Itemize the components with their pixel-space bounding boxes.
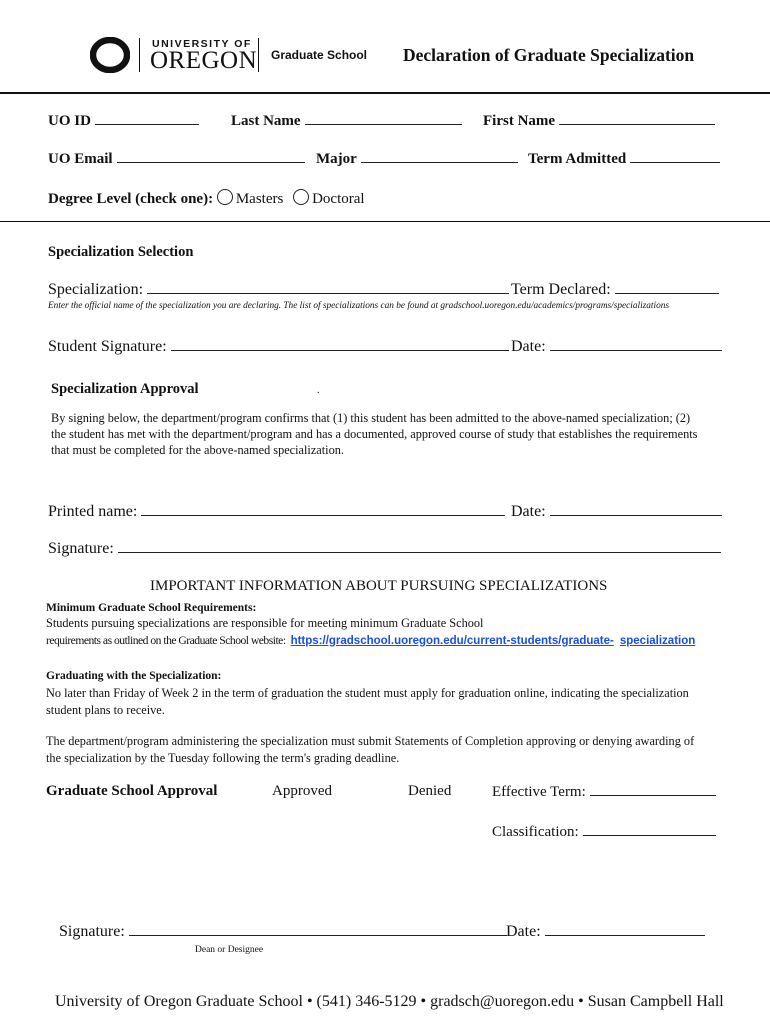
page-title: Declaration of Graduate Specialization: [403, 45, 695, 65]
logo-graduate-school: Graduate School: [271, 48, 368, 62]
masters-label: Masters: [235, 191, 284, 207]
doctoral-label: Doctoral: [312, 191, 365, 207]
graduating-heading: Graduating with the Specialization:: [46, 670, 222, 682]
doctoral-radio[interactable]: [293, 189, 309, 205]
masters-radio[interactable]: [217, 189, 233, 205]
major-field[interactable]: Major: [316, 151, 518, 168]
important-info-heading: IMPORTANT INFORMATION ABOUT PURSUING SPECIALIZATIONS: [150, 578, 608, 594]
specialization-help-text: Enter the official name of the specialization you are declaring. The list of specializations can be found at gradschool.uoregon.edu/academics/programs/specializations: [48, 301, 670, 311]
gs-signature-field[interactable]: Signature:: [59, 923, 507, 941]
degree-level-row: [48, 189, 365, 208]
approval-signature-field[interactable]: Signature:: [48, 540, 721, 558]
degree-level-label: Degree Level (check one):: [48, 191, 214, 207]
approval-date-field[interactable]: Date:: [511, 503, 722, 521]
last-name-field[interactable]: Last Name: [231, 113, 462, 130]
min-req-line2-row: [46, 631, 695, 649]
dean-designee-label: Dean or Designee: [195, 945, 264, 955]
classification-field[interactable]: Classification:: [492, 824, 716, 841]
specialization-field[interactable]: Specialization:: [48, 281, 509, 299]
gradschool-link-cont[interactable]: specialization: [619, 635, 696, 647]
graduating-paragraph: No later than Friday of Week 2 in the term of graduation the student must apply for graduation online, indicating the specialization student plans to receive.: [46, 686, 689, 717]
first-name-field[interactable]: First Name: [483, 113, 715, 130]
denied-option[interactable]: Denied: [408, 783, 452, 799]
logo-oregon: OREGON: [150, 47, 258, 74]
gradschool-link[interactable]: https://gradschool.uoregon.edu/current-students/graduate-: [290, 635, 614, 647]
min-req-heading: Minimum Graduate School Requirements:: [46, 602, 257, 614]
header-divider: [0, 92, 770, 94]
min-req-line2: requirements as outlined on the Graduate School website:: [46, 634, 286, 647]
min-req-line1: Students pursuing specializations are responsible for meeting minimum Graduate School: [46, 616, 484, 630]
gs-date-field[interactable]: Date:: [506, 923, 705, 941]
statements-paragraph: The department/program administering the specialization must submit Statements of Completion approving or denying awarding of the specialization by the Tuesday following the term's grading deadline.: [46, 734, 695, 765]
logo-divider: [139, 38, 140, 72]
uo-logo-icon: [90, 37, 130, 73]
student-signature-field[interactable]: Student Signature:: [48, 338, 509, 356]
approval-paragraph: By signing below, the department/program confirms that (1) this student has been admitted to the above-named specialization; (2) the student has met with the department/program and has a documented, approved course of study that establishes the requirements that must be completed for the above-named specialization.: [51, 411, 698, 457]
student-date-field[interactable]: Date:: [511, 338, 722, 356]
logo-university-of: UNIVERSITY OF: [152, 38, 252, 50]
printed-name-field[interactable]: Printed name:: [48, 503, 505, 521]
specialization-approval-heading: Specialization Approval: [51, 381, 199, 397]
term-declared-field[interactable]: Term Declared:: [511, 281, 719, 299]
footer-contact: University of Oregon Graduate School • (541) 346-5129 • gradsch@uoregon.edu • Susan Campbell Hall: [55, 993, 724, 1010]
effective-term-field[interactable]: Effective Term:: [492, 784, 716, 801]
approved-option[interactable]: Approved: [272, 783, 332, 799]
stray-dot: .: [317, 385, 320, 396]
term-admitted-field[interactable]: Term Admitted: [528, 151, 720, 168]
uo-email-field[interactable]: UO Email: [48, 151, 305, 168]
section-divider: [0, 221, 770, 222]
uo-id-field[interactable]: UO ID: [48, 113, 199, 130]
specialization-selection-heading: Specialization Selection: [48, 244, 194, 260]
logo-divider-2: [258, 38, 259, 72]
gs-approval-heading: Graduate School Approval: [46, 783, 218, 799]
